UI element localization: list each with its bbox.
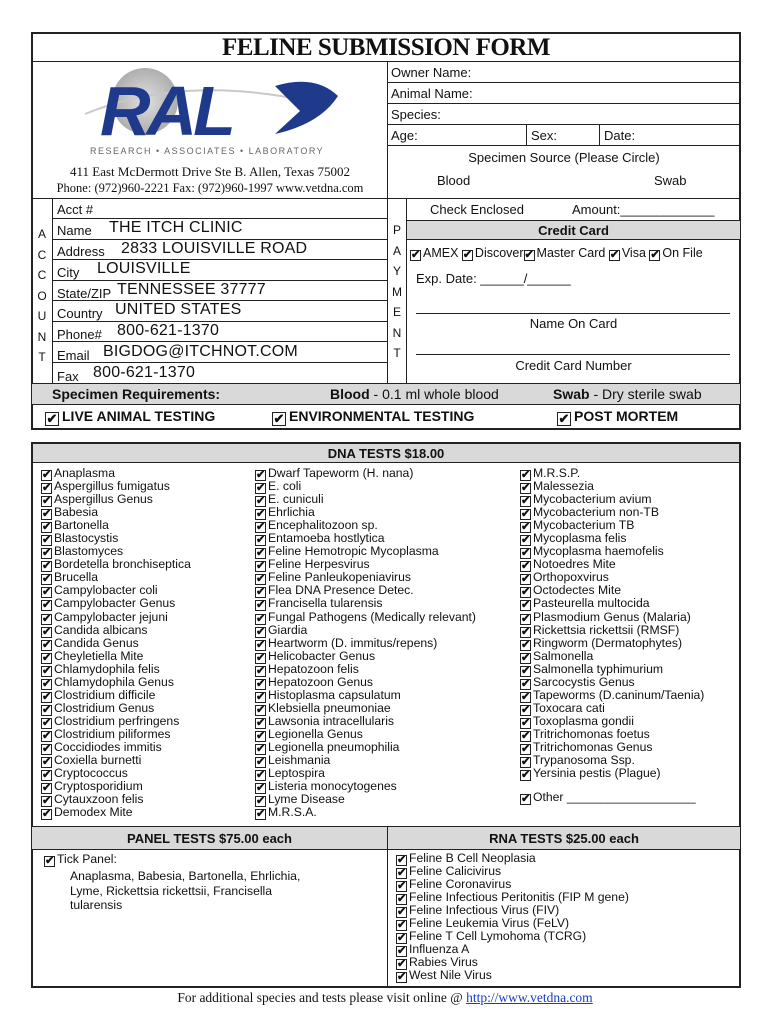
test-label: Tritrichomonas Genus bbox=[533, 739, 653, 754]
lab-address: 411 East McDermott Drive Ste B. Allen, Texas 75002 bbox=[70, 164, 350, 179]
check-icon: ✔ bbox=[411, 249, 421, 261]
check-icon: ✔ bbox=[521, 469, 531, 481]
card-amex[interactable]: ✔ AMEX bbox=[411, 246, 459, 261]
check-icon: ✔ bbox=[42, 560, 52, 573]
specimen-source-title: Specimen Source (Please Circle) bbox=[468, 150, 660, 165]
test-label: Candida Genus bbox=[54, 635, 139, 650]
check-icon: ✔ bbox=[42, 495, 52, 508]
check-icon: ✔ bbox=[42, 534, 52, 547]
test-label: Ringworm (Dermatophytes) bbox=[533, 635, 682, 650]
test-label: Clostridium difficile bbox=[54, 687, 156, 702]
dna-tests-header: DNA TESTS $18.00 bbox=[327, 446, 445, 461]
check-icon: ✔ bbox=[256, 769, 266, 782]
check-icon: ✔ bbox=[521, 690, 531, 703]
test-option[interactable] bbox=[41, 806, 191, 819]
specimen-requirements-label: Specimen Requirements: bbox=[52, 386, 221, 402]
test-label: Heartworm (D. immitus/repens) bbox=[268, 635, 438, 650]
test-label: Feline Hemotropic Mycoplasma bbox=[268, 544, 439, 559]
phone-field[interactable]: Phone# 800-621-1370 bbox=[53, 322, 387, 343]
test-label: Campylobacter coli bbox=[54, 583, 158, 598]
logo-letters: RAL bbox=[100, 72, 232, 150]
test-label: Candida albicans bbox=[54, 622, 148, 637]
rna-tests-list bbox=[396, 852, 629, 982]
check-icon: ✔ bbox=[521, 612, 531, 625]
test-label: Plasmodium Genus (Malaria) bbox=[533, 609, 691, 624]
test-label: Hepatozoon Genus bbox=[268, 674, 374, 689]
check-icon: ✔ bbox=[256, 677, 266, 690]
check-icon: ✔ bbox=[256, 716, 266, 729]
form-title: FELINE SUBMISSION FORM bbox=[222, 34, 550, 61]
check-icon: ✔ bbox=[397, 932, 407, 945]
check-icon: ✔ bbox=[521, 482, 531, 495]
check-icon: ✔ bbox=[256, 729, 266, 742]
test-label: M.R.S.P. bbox=[533, 466, 581, 480]
check-icon: ✔ bbox=[42, 469, 52, 481]
check-icon: ✔ bbox=[521, 508, 531, 521]
check-icon: ✔ bbox=[256, 808, 266, 821]
test-label: Salmonella bbox=[533, 648, 594, 663]
animal-name-field[interactable]: Animal Name: bbox=[391, 86, 473, 101]
test-label: Feline T Cell Lymohoma (TCRG) bbox=[409, 929, 587, 944]
check-icon: ✔ bbox=[397, 945, 407, 958]
test-label: Influenza A bbox=[409, 942, 470, 957]
test-label: Clostridium piliformes bbox=[54, 726, 171, 741]
check-icon: ✔ bbox=[397, 893, 407, 906]
specimen-source-blood[interactable]: Blood bbox=[437, 173, 471, 188]
check-icon: ✔ bbox=[42, 586, 52, 599]
check-icon: ✔ bbox=[521, 677, 531, 690]
test-label: Blastomyces bbox=[54, 544, 124, 559]
check-icon: ✔ bbox=[521, 729, 531, 742]
check-icon: ✔ bbox=[42, 795, 52, 808]
test-label: Cytauxzoon felis bbox=[54, 792, 144, 807]
test-label: Leishmania bbox=[268, 753, 331, 768]
test-label: Mycobacterium non-TB bbox=[533, 505, 659, 520]
test-label: Cryptococcus bbox=[54, 766, 128, 781]
payment-side-label: P A Y M E N T bbox=[392, 223, 402, 360]
test-label: Dwarf Tapeworm (H. nana) bbox=[268, 466, 414, 480]
test-label: Aspergillus Genus bbox=[54, 492, 153, 507]
age-field[interactable]: Age: bbox=[391, 128, 418, 143]
check-icon: ✔ bbox=[521, 599, 531, 612]
check-icon: ✔ bbox=[42, 742, 52, 755]
specimen-source-swab[interactable]: Swab bbox=[654, 173, 687, 188]
test-label: Feline Infectious Peritonitis (FIP M gene) bbox=[409, 890, 629, 905]
test-label: Hepatozoon felis bbox=[268, 661, 359, 676]
test-label: Chlamydophila felis bbox=[54, 661, 160, 676]
check-icon: ✔ bbox=[256, 560, 266, 573]
check-icon: ✔ bbox=[256, 586, 266, 599]
check-icon: ✔ bbox=[46, 411, 58, 426]
other-test-option[interactable]: ✔ Other ___________________ bbox=[521, 790, 696, 805]
card-mastercard[interactable]: ✔ Master Card bbox=[524, 246, 606, 261]
test-label: Malessezia bbox=[533, 479, 594, 494]
check-icon: ✔ bbox=[521, 651, 531, 664]
test-label: Salmonella typhimurium bbox=[533, 661, 664, 676]
test-label: Feline Herpesvirus bbox=[268, 557, 370, 572]
check-icon: ✔ bbox=[521, 664, 531, 677]
amount-field[interactable]: Amount:_____________ bbox=[572, 202, 715, 217]
test-label: Coxiella burnetti bbox=[54, 753, 142, 768]
card-visa[interactable]: ✔ Visa bbox=[609, 246, 646, 261]
test-label: Octodectes Mite bbox=[533, 583, 622, 598]
check-icon: ✔ bbox=[256, 573, 266, 586]
card-on-file[interactable]: ✔ On File bbox=[650, 246, 703, 261]
test-label: Coccidiodes immitis bbox=[54, 739, 162, 754]
check-icon: ✔ bbox=[256, 664, 266, 677]
name-on-card-label[interactable]: Name On Card bbox=[529, 316, 618, 331]
check-icon: ✔ bbox=[42, 573, 52, 586]
test-label: Brucella bbox=[54, 570, 99, 585]
test-label: Bordetella bronchiseptica bbox=[54, 557, 191, 572]
test-label: Blastocystis bbox=[54, 531, 119, 546]
species-field[interactable]: Species: bbox=[391, 107, 441, 122]
check-icon: ✔ bbox=[256, 690, 266, 703]
check-icon: ✔ bbox=[256, 638, 266, 651]
check-icon: ✔ bbox=[42, 651, 52, 664]
check-icon: ✔ bbox=[42, 508, 52, 521]
test-label: Mycobacterium avium bbox=[533, 492, 652, 507]
email-field[interactable]: Email BIGDOG@ITCHNOT.COM bbox=[53, 342, 387, 363]
test-label: Leptospira bbox=[268, 766, 325, 781]
test-label: Histoplasma capsulatum bbox=[268, 687, 401, 702]
dna-tests-column-2 bbox=[255, 467, 476, 819]
check-icon: ✔ bbox=[397, 971, 407, 984]
check-icon: ✔ bbox=[521, 495, 531, 508]
check-icon: ✔ bbox=[521, 547, 531, 560]
check-icon: ✔ bbox=[256, 625, 266, 638]
check-icon: ✔ bbox=[42, 690, 52, 703]
check-icon: ✔ bbox=[521, 756, 531, 769]
test-label: Klebsiella pneumoniae bbox=[268, 700, 391, 715]
test-label: Encephalitozoon sp. bbox=[268, 518, 378, 533]
test-label: Feline Panleukopeniavirus bbox=[268, 570, 411, 585]
test-label: Rabies Virus bbox=[409, 955, 478, 970]
check-icon: ✔ bbox=[42, 664, 52, 677]
check-icon: ✔ bbox=[256, 651, 266, 664]
check-icon: ✔ bbox=[397, 919, 407, 932]
check-icon: ✔ bbox=[397, 906, 407, 919]
check-icon: ✔ bbox=[42, 677, 52, 690]
test-label: Ehrlichia bbox=[268, 505, 315, 520]
check-icon: ✔ bbox=[521, 769, 531, 782]
check-icon: ✔ bbox=[273, 411, 285, 426]
check-icon: ✔ bbox=[521, 716, 531, 729]
rna-tests-header: RNA TESTS $25.00 each bbox=[489, 831, 639, 846]
test-label: Fungal Pathogens (Medically relevant) bbox=[268, 609, 476, 624]
check-icon: ✔ bbox=[42, 521, 52, 534]
check-icon: ✔ bbox=[256, 742, 266, 755]
test-label: Yersinia pestis (Plague) bbox=[533, 766, 661, 781]
blood-requirement: Blood - 0.1 ml whole blood bbox=[330, 386, 499, 402]
test-label: Bartonella bbox=[54, 518, 109, 533]
check-icon: ✔ bbox=[609, 249, 620, 261]
test-label: Notoedres Mite bbox=[533, 557, 616, 572]
check-icon: ✔ bbox=[256, 508, 266, 521]
check-icon: ✔ bbox=[521, 742, 531, 755]
footer-text: For additional species and tests please visit online @ bbox=[177, 990, 467, 1005]
check-icon: ✔ bbox=[521, 625, 531, 638]
test-label: Feline Coronavirus bbox=[409, 877, 512, 892]
fax-field[interactable]: Fax 800-621-1370 bbox=[57, 363, 196, 384]
test-label: Pasteurella multocida bbox=[533, 596, 650, 611]
test-label: Helicobacter Genus bbox=[268, 648, 376, 663]
test-label: Mycoplasma haemofelis bbox=[533, 544, 664, 559]
test-label: Legionella pneumophilia bbox=[268, 739, 400, 754]
test-label: Orthopoxvirus bbox=[533, 570, 609, 585]
check-icon: ✔ bbox=[397, 867, 407, 880]
test-label: Flea DNA Presence Detec. bbox=[268, 583, 414, 598]
check-icon: ✔ bbox=[42, 716, 52, 729]
check-icon: ✔ bbox=[462, 249, 473, 261]
environmental-testing-option[interactable]: ✔ ENVIRONMENTAL TESTING bbox=[273, 408, 475, 426]
test-label: Toxocara cati bbox=[533, 700, 605, 715]
check-icon: ✔ bbox=[521, 521, 531, 534]
check-icon: ✔ bbox=[256, 495, 266, 508]
swab-requirement: Swab - Dry sterile swab bbox=[553, 386, 702, 402]
test-label: Clostridium Genus bbox=[54, 700, 155, 715]
acct-number-field[interactable]: Acct # bbox=[53, 199, 387, 219]
check-icon: ✔ bbox=[256, 612, 266, 625]
test-label: Feline B Cell Neoplasia bbox=[409, 851, 536, 865]
check-icon: ✔ bbox=[42, 599, 52, 612]
test-label: Lyme Disease bbox=[268, 792, 345, 807]
check-icon: ✔ bbox=[42, 482, 52, 495]
test-label: Francisella tularensis bbox=[268, 596, 383, 611]
check-icon: ✔ bbox=[42, 729, 52, 742]
check-icon: ✔ bbox=[42, 547, 52, 560]
check-icon: ✔ bbox=[521, 534, 531, 547]
test-label: M.R.S.A. bbox=[268, 805, 317, 820]
test-label: Feline Infectious Virus (FIV) bbox=[409, 903, 560, 918]
account-side-label: A C C O U N T bbox=[37, 227, 47, 364]
check-icon: ✔ bbox=[42, 782, 52, 795]
check-icon: ✔ bbox=[256, 756, 266, 769]
test-label: Giardia bbox=[268, 622, 308, 637]
test-label: Campylobacter Genus bbox=[54, 596, 176, 611]
vetdna-link[interactable]: http://www.vetdna.com bbox=[466, 990, 593, 1005]
test-label: Chlamydophila Genus bbox=[54, 674, 174, 689]
ral-logo bbox=[70, 66, 360, 156]
test-label: Cheyletiella Mite bbox=[54, 648, 144, 663]
check-icon: ✔ bbox=[521, 573, 531, 586]
check-icon: ✔ bbox=[256, 703, 266, 716]
panel-tests-header: PANEL TESTS $75.00 each bbox=[127, 831, 292, 846]
check-icon: ✔ bbox=[397, 854, 407, 866]
test-label: Listeria monocytogenes bbox=[268, 779, 397, 794]
test-label: West Nile Virus bbox=[409, 968, 492, 983]
logo-tagline: RESEARCH • ASSOCIATES • LABORATORY bbox=[90, 146, 325, 156]
test-label: Entamoeba hostlytica bbox=[268, 531, 385, 546]
check-icon: ✔ bbox=[42, 638, 52, 651]
check-icon: ✔ bbox=[521, 793, 531, 805]
test-label: E. cuniculi bbox=[268, 492, 324, 507]
check-icon: ✔ bbox=[524, 249, 534, 261]
test-label: Sarcocystis Genus bbox=[533, 674, 635, 689]
credit-card-title: Credit Card bbox=[538, 223, 609, 238]
name-field[interactable]: Name THE ITCH CLINIC bbox=[53, 219, 387, 240]
test-label: Lawsonia intracellularis bbox=[268, 713, 394, 728]
check-icon: ✔ bbox=[397, 880, 407, 893]
tick-panel-option[interactable]: ✔ Tick Panel: Anaplasma, Babesia, Bartonella, Ehrlichia, Lyme, Rickettsia rickettsii, Francisella tularensis bbox=[45, 852, 301, 912]
test-option[interactable] bbox=[396, 969, 629, 982]
test-label: Cryptosporidium bbox=[54, 779, 143, 794]
exp-date-field[interactable]: Exp. Date: ______/______ bbox=[416, 271, 571, 286]
check-icon: ✔ bbox=[42, 769, 52, 782]
test-label: Tapeworms (D.caninum/Taenia) bbox=[533, 687, 705, 702]
test-label: Toxoplasma gondii bbox=[533, 713, 634, 728]
dna-tests-column-3 bbox=[520, 467, 704, 780]
check-icon: ✔ bbox=[256, 599, 266, 612]
check-icon: ✔ bbox=[42, 612, 52, 625]
test-label: E. coli bbox=[268, 479, 302, 494]
check-icon: ✔ bbox=[521, 586, 531, 599]
test-label: Anaplasma bbox=[54, 466, 115, 480]
test-label: Mycobacterium TB bbox=[533, 518, 635, 533]
check-icon: ✔ bbox=[256, 521, 266, 534]
city-field[interactable]: City LOUISVILLE bbox=[53, 260, 387, 281]
test-label: Rickettsia rickettsii (RMSF) bbox=[533, 622, 680, 637]
check-icon: ✔ bbox=[521, 703, 531, 716]
check-icon: ✔ bbox=[42, 703, 52, 716]
check-icon: ✔ bbox=[42, 756, 52, 769]
state-zip-field[interactable]: State/ZIP TENNESSEE 37777 bbox=[53, 281, 387, 302]
test-option[interactable] bbox=[520, 767, 704, 780]
check-icon: ✔ bbox=[521, 560, 531, 573]
post-mortem-option[interactable]: ✔ POST MORTEM bbox=[558, 408, 679, 426]
date-field[interactable]: Date: bbox=[604, 128, 636, 143]
check-icon: ✔ bbox=[45, 855, 55, 867]
check-icon: ✔ bbox=[256, 547, 266, 560]
test-label: Feline Calicivirus bbox=[409, 864, 502, 879]
check-icon: ✔ bbox=[397, 958, 407, 971]
sex-field[interactable]: Sex: bbox=[531, 128, 558, 143]
owner-name-field[interactable]: Owner Name: bbox=[391, 65, 472, 80]
test-label: Campylobacter jejuni bbox=[54, 609, 168, 624]
test-label: Legionella Genus bbox=[268, 726, 363, 741]
check-icon: ✔ bbox=[256, 782, 266, 795]
test-label: Demodex Mite bbox=[54, 805, 133, 820]
test-label: Trypanosoma Ssp. bbox=[533, 753, 635, 768]
check-icon: ✔ bbox=[558, 411, 570, 426]
check-icon: ✔ bbox=[650, 249, 660, 261]
live-animal-testing-option[interactable]: ✔ LIVE ANIMAL TESTING bbox=[46, 408, 216, 426]
check-icon: ✔ bbox=[521, 638, 531, 651]
footer bbox=[0, 990, 770, 1006]
check-icon: ✔ bbox=[256, 469, 266, 481]
test-label: Feline Leukemia Virus (FeLV) bbox=[409, 916, 570, 931]
test-label: Aspergillus fumigatus bbox=[54, 479, 170, 494]
check-icon: ✔ bbox=[256, 795, 266, 808]
address-field[interactable]: Address 2833 LOUISVILLE ROAD bbox=[53, 240, 387, 261]
check-icon: ✔ bbox=[42, 808, 52, 821]
check-icon: ✔ bbox=[256, 534, 266, 547]
card-discover[interactable]: ✔ Discover bbox=[462, 246, 524, 261]
test-option[interactable] bbox=[255, 806, 476, 819]
test-label: Clostridium perfringens bbox=[54, 713, 180, 728]
test-label: Babesia bbox=[54, 505, 99, 520]
check-icon: ✔ bbox=[256, 482, 266, 495]
check-enclosed[interactable]: Check Enclosed bbox=[430, 202, 524, 217]
credit-card-number-label[interactable]: Credit Card Number bbox=[515, 358, 632, 373]
card-type-options bbox=[410, 246, 703, 261]
country-field[interactable]: Country UNITED STATES bbox=[53, 301, 387, 322]
check-icon: ✔ bbox=[42, 625, 52, 638]
dna-tests-column-1 bbox=[41, 467, 191, 819]
lab-phone: Phone: (972)960-2221 Fax: (972)960-1997 www.vetdna.com bbox=[56, 181, 364, 195]
test-label: Mycoplasma felis bbox=[533, 531, 627, 546]
test-label: Tritrichomonas foetus bbox=[533, 726, 650, 741]
